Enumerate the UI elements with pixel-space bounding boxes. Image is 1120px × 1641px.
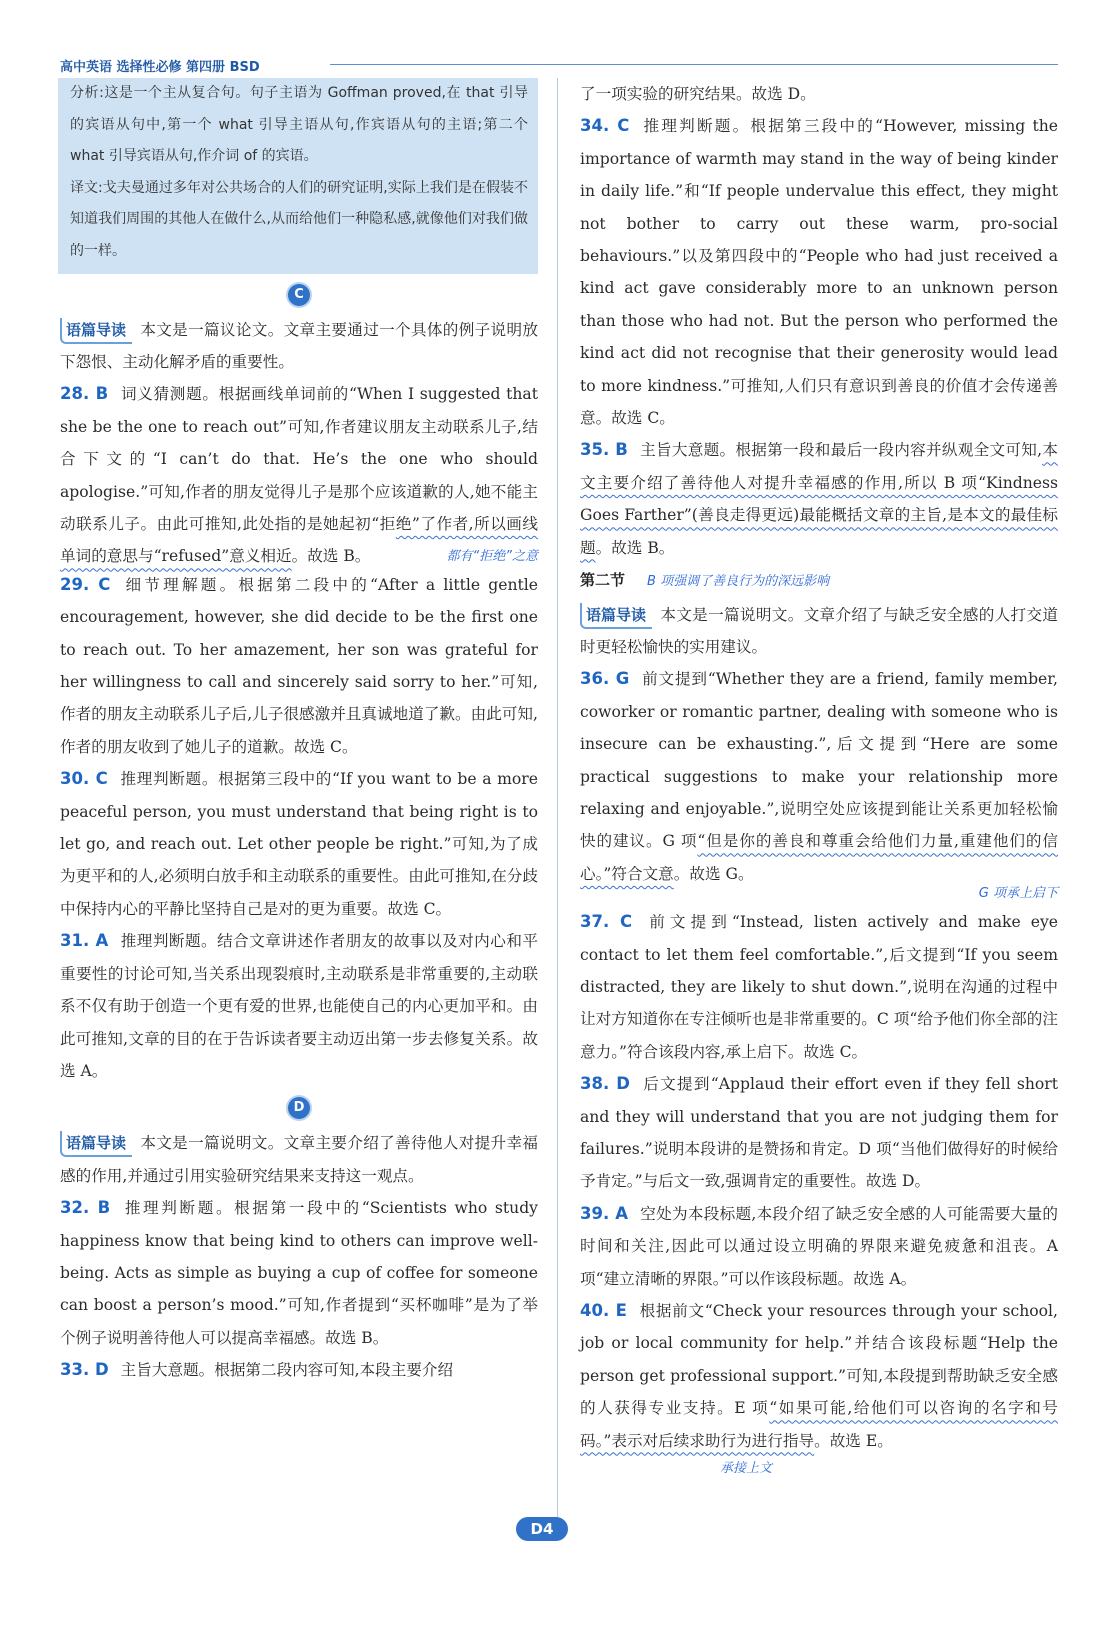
section-2-guide: 语篇导读 本文是一篇说明文。文章介绍了与缺乏安全感的人打交道时更轻松愉快的实用建议。 xyxy=(580,599,1058,664)
passage-d-marker: D xyxy=(288,1097,310,1119)
answer-39: 39. A 空处为本段标题,本段介绍了缺乏安全感的人可能需要大量的时间和关注,因此可以通过设立明确的界限来避免疲惫和沮丧。A 项“建立清晰的界限。”可以作该段标题。故选 A。 xyxy=(580,1203,1058,1288)
page-number: D4 xyxy=(516,1517,568,1541)
right-column xyxy=(580,78,1058,1481)
header-rule xyxy=(330,64,1058,65)
answer-29: 29. C 细节理解题。根据第二段中的“After a little gentle encouragement, however, she did decide to be the first one to reach out. To her amazement, her son was grateful for her willingness to call and sincerely said sorry to her.”可知,作者的朋友主动联系儿子后,儿子很感激并且真诚地道了歉。由此可知,作者的朋友收到了她儿子的道歉。故选 C。 xyxy=(60,574,538,756)
answer-32: 32. B 推理判断题。根据第一段中的“Scientists who study happiness know that being kind to others can improve well-being. Acts as simple as buying a cup of coffee for someone can boost a person’s mood.”可知,作者提到“买杯咖啡”是为了举个例子说明善待他人可以提高幸福感。故选 B。 xyxy=(60,1198,538,1347)
analysis-text: 分析:这是一个主从复合句。句子主语为 Goffman proved,在 that 引导的宾语从句中,第一个 what 引导主语从句,作宾语从句的主语;第二个 what 引导宾语从句,作介词 of 的宾语。 xyxy=(70,85,528,165)
answer-34: 34. C 推理判断题。根据第三段中的“However, missing the importance of warmth may stand in the way of being kinder in daily life.”和“If people undervalue this effect, they might not bother to carry out these warm, pro-social behaviours.”以及第四段中的“People who had just received a kind act gave considerably more to an unknown person than those who had not. But the person who performed the kind act did not recognise that their generosity would lead to more kindness.”可推知,人们只有意识到善良的价值才会传递善意。故选 C。 xyxy=(580,116,1059,428)
sentence-analysis-box xyxy=(58,78,538,274)
section-2-heading: 第二节 B 项强调了善良行为的深远影响 xyxy=(580,571,830,590)
answer-37: 37. C 前文提到“Instead, listen actively and make eye contact to let them feel comfortable.”,后文提到“If you seem distracted, they are likely to shut down.”,说明在沟通的过程中让对方知道你在专注倾听也是非常重要的。C 项“给予他们你全部的注意力。”符合该段内容,承上启下。故选 C。 xyxy=(580,912,1058,1061)
passage-c-guide: 语篇导读 本文是一篇议论文。文章主要通过一个具体的例子说明放下怨恨、主动化解矛盾的重要性。 xyxy=(60,314,538,379)
translation-text: 译文:戈夫曼通过多年对公共场合的人们的研究证明,实际上我们是在假装不知道我们周围的其他人在做什么,从而给他们一种隐私感,就像他们对我们做的一样。 xyxy=(70,179,528,259)
guide-label: 语篇导读 xyxy=(60,1131,132,1157)
answer-36: 36. G 前文提到“Whether they are a friend, family member, coworker or romantic partner, dealing with someone who is insecure can be exhausting.”,后文提到“Here are some practical suggestions to make your relationship more relaxing and enjoyable.”,说明空处应该提到能让关系更加轻松愉快的建议。G 项“但是你的善良和尊重会给他们力量,重建他们的信心。”符合文意。故选 G。 xyxy=(580,669,1058,883)
note-40: 承接上文 xyxy=(720,1461,773,1477)
passage-c-marker: C xyxy=(288,284,310,306)
answer-35: 35. B 主旨大意题。根据第一段和最后一段内容并纵观全文可知,本文主要介绍了善待他人对提升幸福感的作用,所以 B 项“Kindness Goes Farther”(善良走得更远)最能概括文章的主旨,是本文的最佳标题。故选 B。 xyxy=(580,440,1058,557)
column-divider xyxy=(557,78,558,1518)
answer-40: 40. E 根据前文“Check your resources through your school, job or local community for help.”并结合该段标题“Help the person get professional support.”可知,本段提到帮助缺乏安全感的人获得专业支持。E 项“如果可能,给他们可以咨询的名字和号码。”表示对后续求助行为进行指导。故选 E。 xyxy=(580,1301,1058,1450)
answer-31: 31. A 推理判断题。结合文章讲述作者朋友的故事以及对内心和平重要性的讨论可知,当关系出现裂痕时,主动联系是非常重要的,主动联系不仅有助于创造一个更有爱的世界,也能使自己的内心更加平和。由此可推知,文章的目的在于告诉读者要主动迈出第一步去修复关系。故选 A。 xyxy=(60,931,538,1080)
answer-28: 28. B 词义猜测题。根据画线单词前的“When I suggested that she be the one to reach out”可知,作者建议朋友主动联系儿子,结合下文的“I can’t do that. He’s the one who should apologise.”可知,作者的朋友觉得儿子是那个应该道歉的人,她不能主动联系儿子。由此可推知,此处指的是她起初“拒绝”了作者,所以画线单词的意思与“refused”意义相近。故选 B。 xyxy=(60,384,538,566)
answer-38: 38. D 后文提到“Applaud their effort even if they fell short and they will understand that you are not judging them for failures.”说明本段讲的是赞扬和肯定。D 项“当他们做得好的时候给予肯定。”与后文一致,强调肯定的重要性。故选 D。 xyxy=(580,1074,1058,1191)
answer-33-continued: 了一项实验的研究结果。故选 D。 xyxy=(580,85,816,103)
guide-label: 语篇导读 xyxy=(60,318,132,344)
left-column xyxy=(60,78,538,1387)
book-series-header: 高中英语 选择性必修 第四册 BSD xyxy=(60,60,260,75)
guide-label: 语篇导读 xyxy=(580,603,652,629)
answer-30: 30. C 推理判断题。根据第三段中的“If you want to be a more peaceful person, you must understand that being right is to let go, and reach out. Let other people be right.”可知,为了成为更平和的人,必须明白放手和主动联系的重要性。由此可推知,在分歧中保持内心的平静比坚持自己是对的更为重要。故选 C。 xyxy=(60,769,538,918)
note-36: G 项承上启下 xyxy=(978,886,1058,902)
answer-33: 33. D 主旨大意题。根据第二段内容可知,本段主要介绍 xyxy=(60,1360,454,1380)
passage-d-guide: 语篇导读 本文是一篇说明文。文章主要介绍了善待他人对提升幸福感的作用,并通过引用实验研究结果来支持这一观点。 xyxy=(60,1127,538,1192)
note-28: 都有“拒绝”之意 xyxy=(446,548,538,564)
